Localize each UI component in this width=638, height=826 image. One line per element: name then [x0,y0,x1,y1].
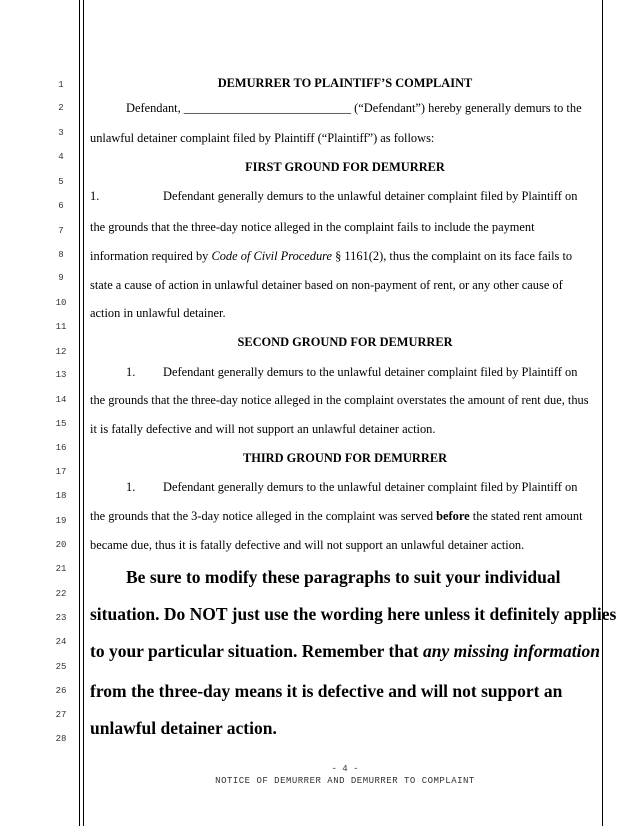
line-number: 2 [58,103,64,113]
line-number: 13 [55,370,67,380]
first-ground-line-1: Defendant generally demurs to the unlawful detainer complaint filed by Plaintiff on [163,189,578,203]
line-number: 14 [55,395,67,405]
line-number: 21 [55,564,67,574]
line-number: 25 [55,662,67,672]
code-citation: Code of Civil Procedure [211,249,333,263]
second-ground-line-3: it is fatally defective and will not support an unlawful detainer action. [90,422,436,436]
line-number: 24 [55,637,67,647]
line-number: 20 [55,540,67,550]
intro-line-2: unlawful detainer complaint filed by Plaintiff (“Plaintiff”) as follows: [90,131,435,145]
line-number: 11 [55,322,67,332]
note-line-3-pre: to your particular situation. Remember that [90,641,423,661]
line-number: 26 [55,686,67,696]
line-number: 5 [58,177,64,187]
line-number: 6 [58,201,64,211]
line-number: 8 [58,250,64,260]
line-number: 15 [55,419,67,429]
right-margin-rule [602,0,603,826]
line-number: 3 [58,128,64,138]
third-ground-heading: THIRD GROUND FOR DEMURRER [242,451,448,465]
line-number: 4 [58,152,64,162]
third-ground-number: 1. [126,480,136,494]
line-number: 7 [58,226,64,236]
line-number: 19 [55,516,67,526]
emphasis-before: before [436,509,470,523]
note-emphasis: any missing information [422,641,600,661]
first-ground-line-2: the grounds that the three-day notice alleged in the complaint fails to include the payment [90,220,535,234]
third-ground-line-2 [90,509,583,523]
line-number: 28 [55,734,67,744]
page-number: - 4 - [331,764,359,774]
line-number: 9 [58,273,64,283]
third-ground-line-1: Defendant generally demurs to the unlawful detainer complaint filed by Plaintiff on [163,480,578,494]
first-ground-number: 1. [90,189,100,203]
left-margin-rule-outer [79,0,80,826]
note-line-5: unlawful detainer action. [90,718,277,738]
first-ground-heading: FIRST GROUND FOR DEMURRER [245,160,445,174]
line-number: 27 [55,710,67,720]
line-number: 12 [55,347,67,357]
line-number: 10 [55,298,67,308]
line-number: 1 [58,80,64,90]
second-ground-line-1: Defendant generally demurs to the unlawful detainer complaint filed by Plaintiff on [163,365,578,379]
first-ground-line-3-pre: information required by [90,249,212,263]
first-ground-line-4: state a cause of action in unlawful detainer based on non-payment of rent, or any other cause of [90,278,563,292]
note-line-2: situation. Do NOT just use the wording here unless it definitely applies [90,604,617,624]
third-ground-line-2-post: the stated rent amount [469,509,583,523]
note-line-4: from the three-day means it is defective and will not support an [90,681,563,701]
line-number: 23 [55,613,67,623]
note-line-3 [90,641,600,661]
footer-doc-title: NOTICE OF DEMURRER AND DEMURRER TO COMPLAINT [215,776,475,786]
line-number: 22 [55,589,67,599]
line-number: 17 [55,467,67,477]
document-title: DEMURRER TO PLAINTIFF’S COMPLAINT [217,76,473,90]
first-ground-line-3-post: § 1161(2), thus the complaint on its face fails to [332,249,573,263]
second-ground-heading: SECOND GROUND FOR DEMURRER [237,335,453,349]
note-line-1: Be sure to modify these paragraphs to suit your individual [126,567,561,587]
second-ground-line-2: the grounds that the three-day notice alleged in the complaint overstates the amount of rent due, thus [90,393,589,407]
third-ground-line-3: became due, thus it is fatally defective and will not support an unlawful detainer action. [90,538,525,552]
third-ground-line-2-pre: the grounds that the 3-day notice alleged in the complaint was served [90,509,437,523]
second-ground-number: 1. [126,365,136,379]
first-ground-line-5: action in unlawful detainer. [90,306,226,320]
first-ground-line-3 [90,249,572,263]
intro-line-1: Defendant, ___________________________ (“Defendant”) hereby generally demurs to the [126,101,582,115]
line-number: 16 [55,443,67,453]
left-margin-rule-inner [83,0,84,826]
line-number: 18 [55,491,67,501]
